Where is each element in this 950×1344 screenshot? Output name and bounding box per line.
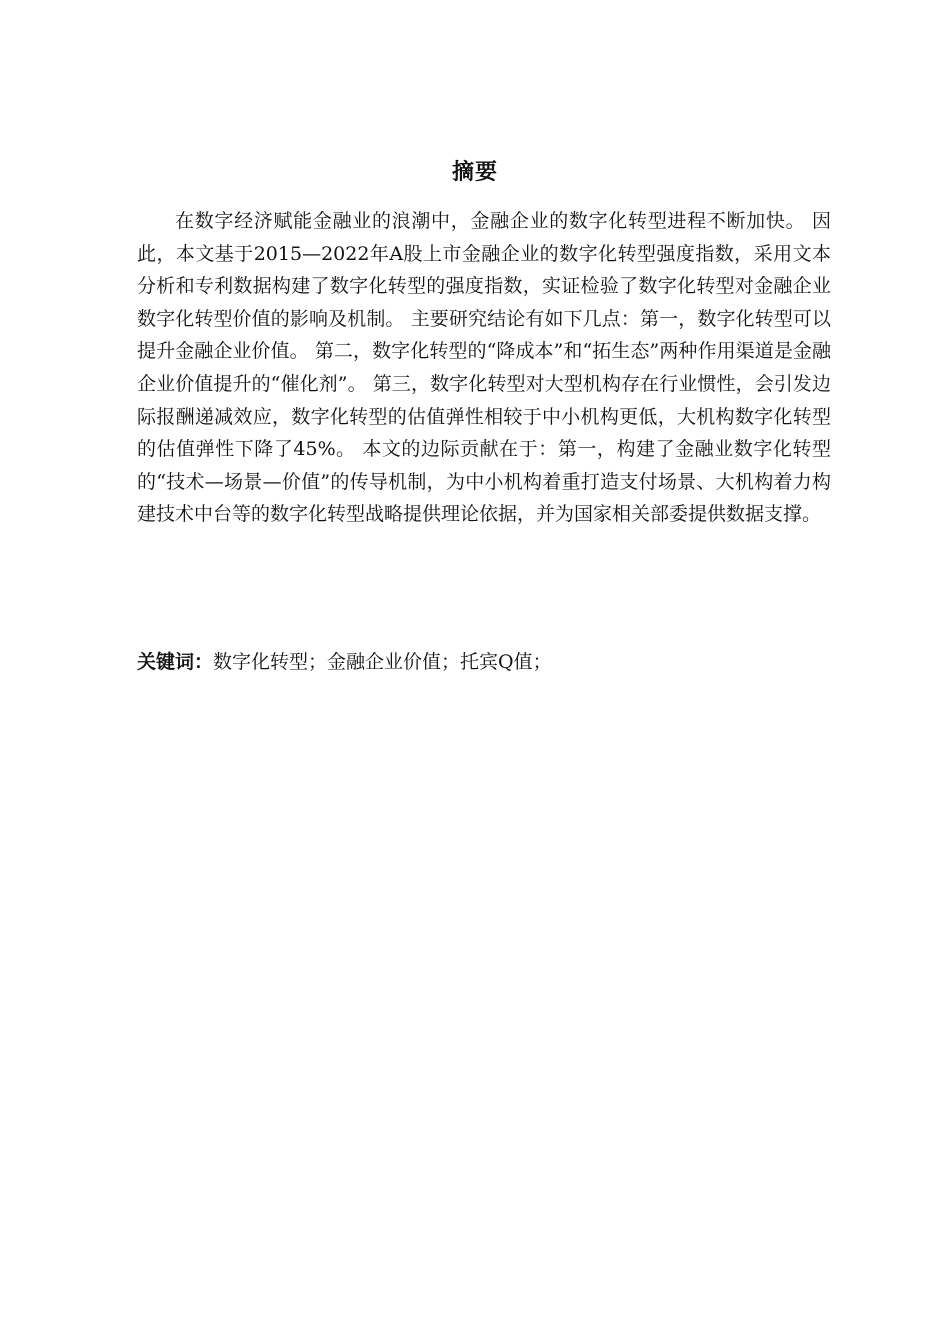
abstract-title: 摘要 (451, 160, 498, 185)
abstract-body: 在数字经济赋能金融业的浪潮中，金融企业的数字化转型进程不断加快。 因此，本文基于2015—2022年A股上市金融企业的数字化转型强度指数，采用文本分析和专利数据构建了数字化转型的强度指数，实证检验了数字化转型对金融企业数字化转型价值的影响及机制。 主要研究结论有如下几点：第一，数字化转型可以提升金融企业价值。 第二，数字化转型的“降成本”和“拓生态”两种作用渠道是金融企业价值提升的“催化剂”。 第三，数字化转型对大型机构存在行业惯性，会引发边际报酬递减效应，数字化转型的估值弹性相较于中小机构更低，大机构数字化转型的估值弹性下降了45%。 本文的边际贡献在于：第一，构建了金融业数字化转型的“技术—场景—价值”的传导机制，为中小机构着重打造支付场景、大机构着力构建技术中台等的数字化转型战略提供理论依据，并为国家相关部委提供数据支撑。 (137, 210, 831, 526)
keywords-value: 数字化转型；金融企业价值；托宾Q值； (213, 651, 552, 673)
keywords-label: 关键词： (137, 651, 214, 673)
keywords-line (137, 646, 831, 678)
